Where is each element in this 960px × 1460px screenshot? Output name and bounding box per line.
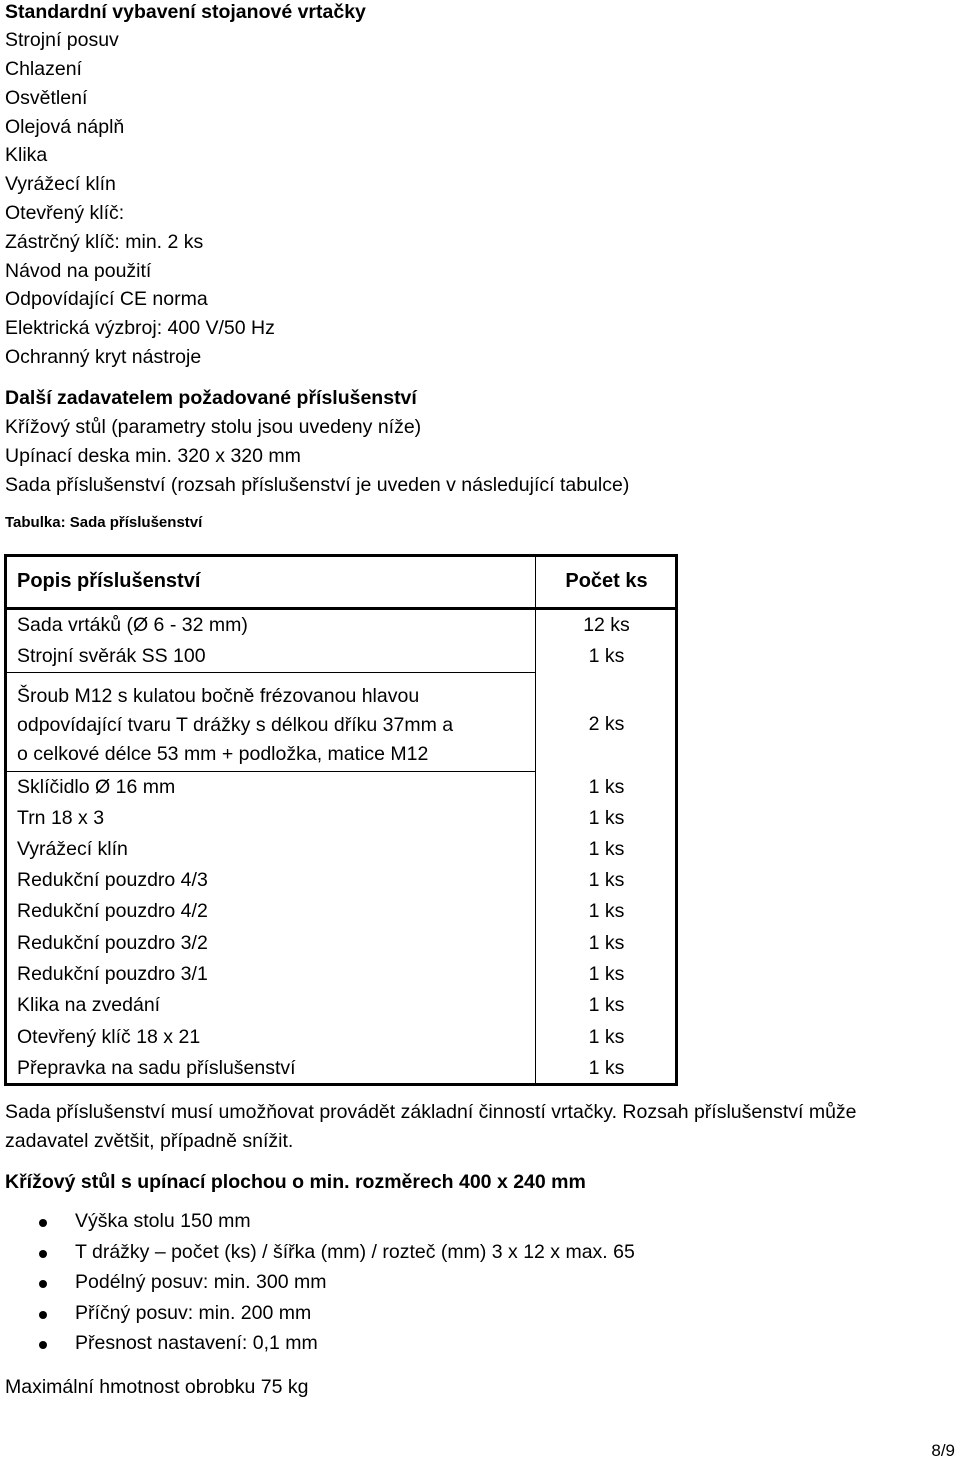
table-row [7, 803, 675, 834]
row-description: Vyrážecí klín [17, 838, 128, 860]
additional-item: Sada příslušenství (rozsah příslušenství je uveden v následující tabulce) [5, 474, 630, 496]
standard-item: Ochranný kryt nástroje [5, 346, 202, 368]
row-description: Sada vrtáků (Ø 6 - 32 mm) [17, 614, 248, 636]
row-description [17, 682, 453, 769]
row-description: Strojní svěrák SS 100 [17, 645, 206, 667]
row-count: 1 ks [588, 807, 625, 829]
table-row [7, 1022, 675, 1053]
standard-item: Návod na použití [5, 260, 152, 282]
table-row [7, 865, 675, 896]
bullet-icon [39, 1280, 47, 1288]
standard-item: Osvětlení [5, 87, 88, 109]
row-count: 1 ks [588, 1026, 625, 1048]
table-row [7, 834, 675, 865]
cross-table-bullet-list [0, 1212, 635, 1365]
row-description: Redukční pouzdro 4/3 [17, 869, 208, 891]
row-count: 12 ks [583, 614, 630, 636]
row-description: Otevřený klíč 18 x 21 [17, 1026, 201, 1048]
list-item: Výška stolu 150 mm [0, 1212, 635, 1243]
row-count: 1 ks [588, 932, 625, 954]
table-row [7, 928, 675, 959]
row-count: 1 ks [588, 994, 625, 1016]
cross-table-heading: Křížový stůl s upínací plochou o min. rozměrech 400 x 240 mm [5, 1171, 586, 1193]
additional-item: Upínací deska min. 320 x 320 mm [5, 445, 301, 467]
page-number: 8/9 [931, 1441, 955, 1460]
list-item: Příčný posuv: min. 200 mm [0, 1304, 635, 1335]
row-description-line: o celkové délce 53 mm + podložka, matice M12 [17, 743, 429, 765]
list-item: Podélný posuv: min. 300 mm [0, 1273, 635, 1304]
row-description: Redukční pouzdro 4/2 [17, 900, 208, 922]
table-row [7, 959, 675, 990]
standard-item: Olejová náplň [5, 116, 125, 138]
table-row [7, 672, 675, 772]
row-count: 1 ks [588, 1057, 625, 1079]
standard-item: Odpovídající CE norma [5, 288, 208, 310]
standard-item: Vyrážecí klín [5, 173, 116, 195]
row-description-line: Šroub M12 s kulatou bočně frézovanou hlavou [17, 685, 420, 707]
bullet-icon [39, 1250, 47, 1258]
table-row [7, 896, 675, 927]
row-description: Redukční pouzdro 3/1 [17, 963, 208, 985]
table-row [7, 610, 675, 641]
standard-item: Chlazení [5, 58, 82, 80]
row-count: 1 ks [588, 900, 625, 922]
row-count: 1 ks [588, 838, 625, 860]
table-row [7, 990, 675, 1021]
list-item: T drážky – počet (ks) / šířka (mm) / rozteč (mm) 3 x 12 x max. 65 [0, 1243, 635, 1274]
note-text: zadavatel zvětšit, případně snížit. [5, 1130, 294, 1152]
list-item: Přesnost nastavení: 0,1 mm [0, 1334, 635, 1365]
standard-item: Elektrická výzbroj: 400 V/50 Hz [5, 317, 275, 339]
row-description: Sklíčidlo Ø 16 mm [17, 776, 176, 798]
standard-item: Klika [5, 144, 48, 166]
table-caption: Tabulka: Sada příslušenství [5, 514, 203, 531]
row-description: Přepravka na sadu příslušenství [17, 1057, 296, 1079]
bullet-icon [39, 1311, 47, 1319]
standard-item: Zástrčný klíč: min. 2 ks [5, 231, 204, 253]
row-count: 1 ks [588, 645, 625, 667]
row-count: 1 ks [588, 869, 625, 891]
max-weight-text: Maximální hmotnost obrobku 75 kg [5, 1376, 309, 1398]
table-header-description: Popis příslušenství [17, 570, 201, 592]
table-row [7, 1053, 675, 1084]
standard-item: Otevřený klíč: [5, 202, 125, 224]
note-text: Sada příslušenství musí umožňovat provádět základní činností vrtačky. Rozsah příslušenství může [5, 1101, 857, 1123]
bullet-icon [39, 1219, 47, 1227]
additional-item: Křížový stůl (parametry stolu jsou uvedeny níže) [5, 416, 422, 438]
row-count: 1 ks [588, 776, 625, 798]
row-count: 2 ks [588, 713, 625, 735]
accessories-table [4, 554, 678, 1086]
row-count: 1 ks [588, 963, 625, 985]
standard-equipment-heading: Standardní vybavení stojanové vrtačky [5, 1, 366, 23]
bullet-icon [39, 1341, 47, 1349]
row-description: Redukční pouzdro 3/2 [17, 932, 208, 954]
table-row [7, 772, 675, 803]
row-description-line: odpovídající tvaru T drážky s délkou dříku 37mm a [17, 714, 454, 736]
standard-item: Strojní posuv [5, 29, 119, 51]
additional-accessories-heading: Další zadavatelem požadované příslušenství [5, 387, 417, 409]
row-description: Trn 18 x 3 [17, 807, 105, 829]
table-header-count: Počet ks [565, 570, 648, 592]
table-row [7, 641, 675, 672]
row-description: Klika na zvedání [17, 994, 161, 1016]
